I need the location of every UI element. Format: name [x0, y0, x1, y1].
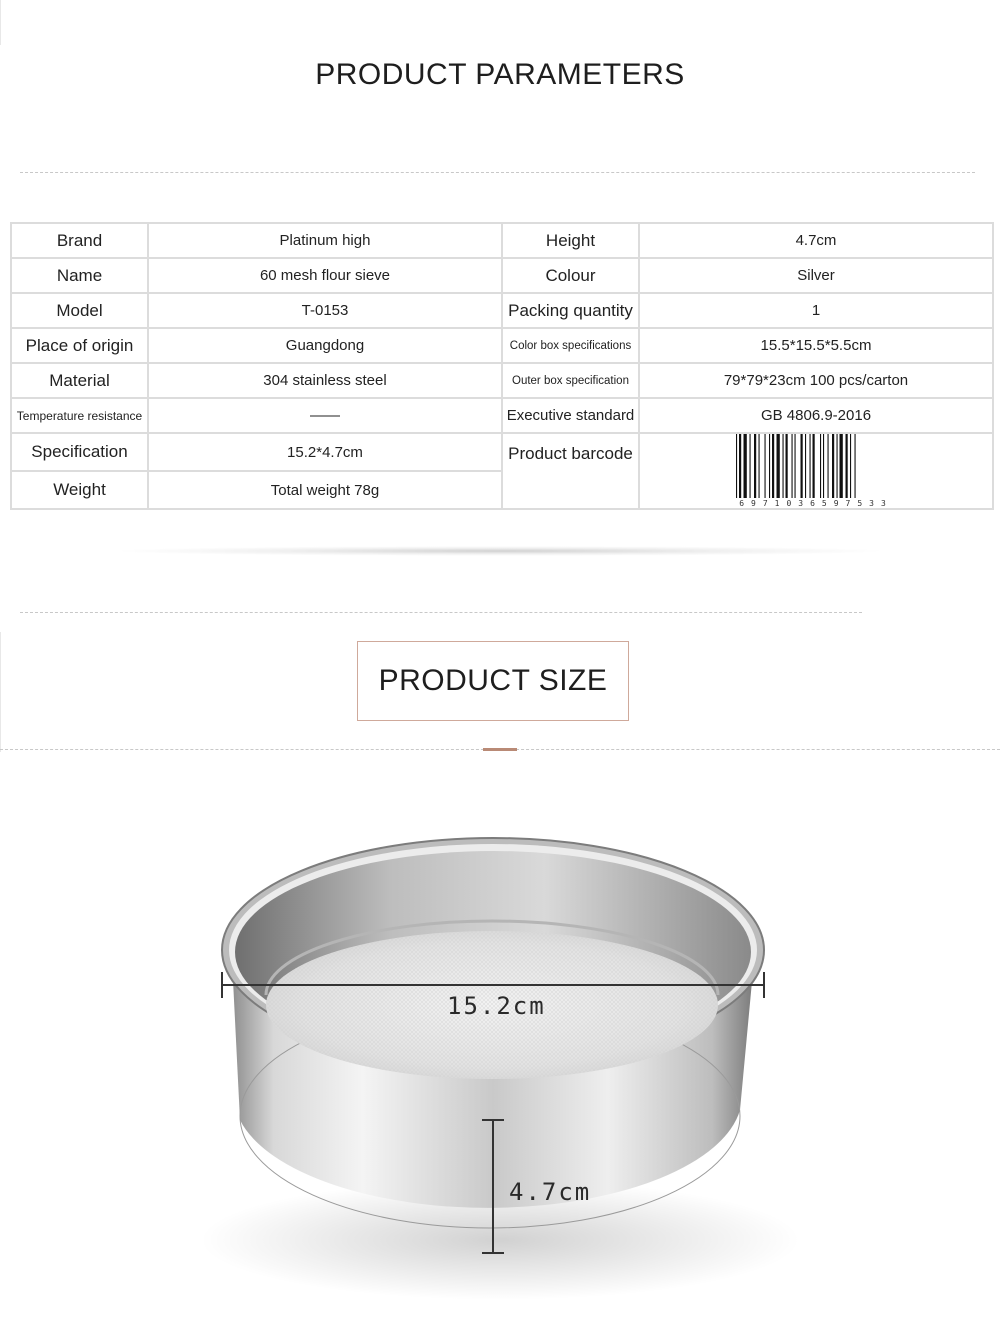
barcode-icon: [726, 434, 906, 508]
barcode-bar: [777, 434, 780, 498]
barcode-bar: [759, 434, 760, 498]
barcode-bar: [792, 434, 793, 498]
param-label: Executive standard: [502, 398, 639, 433]
param-label: Colour: [502, 258, 639, 293]
sieve-product-image: [0, 800, 1000, 1327]
param-label: Name: [11, 258, 148, 293]
barcode-bar: [783, 434, 784, 498]
section-title-parameters: PRODUCT PARAMETERS: [315, 58, 685, 91]
barcode-bar: [754, 434, 756, 498]
barcode-bar: [846, 434, 848, 498]
param-label: Weight: [11, 471, 148, 509]
barcode-bar: [828, 434, 829, 498]
barcode-bar: [813, 434, 815, 498]
accent-bar: [483, 748, 517, 751]
left-edge-line: [0, 0, 1, 45]
barcode-number: 6971036597533: [739, 499, 893, 508]
param-label: Product barcode: [502, 433, 639, 509]
shadow-divider: [110, 546, 890, 556]
barcode-bar: [786, 434, 788, 498]
param-value: 15.5*15.5*5.5cm: [639, 328, 993, 363]
table-row: [11, 363, 993, 398]
param-label: Material: [11, 363, 148, 398]
table-row: [11, 223, 993, 258]
barcode-bar: [765, 434, 766, 498]
param-label: Color box specifications: [502, 328, 639, 363]
param-label: Outer box specification: [502, 363, 639, 398]
param-value: Guangdong: [148, 328, 502, 363]
param-value: 60 mesh flour sieve: [148, 258, 502, 293]
param-value: 4.7cm: [639, 223, 993, 258]
barcode-bar: [801, 434, 803, 498]
param-label: Brand: [11, 223, 148, 258]
param-value: Silver: [639, 258, 993, 293]
section-title-size: [357, 641, 629, 721]
param-label: Temperature resistance: [11, 398, 148, 433]
table-row: [11, 293, 993, 328]
table-row: [11, 433, 993, 471]
barcode-bar: [855, 434, 856, 498]
param-value: 304 stainless steel: [148, 363, 502, 398]
barcode-bar: [823, 434, 824, 498]
barcode-bar: [832, 434, 834, 498]
param-value: GB 4806.9-2016: [639, 398, 993, 433]
barcode-bar: [805, 434, 806, 498]
barcode-bar: [769, 434, 770, 498]
param-value: T-0153: [148, 293, 502, 328]
table-row: [11, 398, 993, 433]
barcode-bar: [772, 434, 774, 498]
param-value: Total weight 78g: [148, 471, 502, 509]
param-label: Place of origin: [11, 328, 148, 363]
barcode-bar: [840, 434, 843, 498]
param-label: Model: [11, 293, 148, 328]
table-row: [11, 258, 993, 293]
barcode-bar: [750, 434, 751, 498]
barcode-cell: [639, 433, 993, 509]
divider: [20, 612, 862, 613]
barcode-bar: [810, 434, 811, 498]
section-title-size-text: PRODUCT SIZE: [378, 664, 608, 697]
param-value: 1: [639, 293, 993, 328]
barcode-bar: [739, 434, 741, 498]
barcode-bar: [837, 434, 838, 498]
barcode-bar: [820, 434, 821, 498]
param-value: 15.2*4.7cm: [148, 433, 502, 471]
barcode-bar: [744, 434, 747, 498]
barcode-bar: [736, 434, 737, 498]
param-label: Height: [502, 223, 639, 258]
parameters-table: [10, 222, 994, 510]
table-row: [11, 328, 993, 363]
param-label: Specification: [11, 433, 148, 471]
barcode-bars: [734, 434, 898, 498]
barcode-bar: [795, 434, 796, 498]
left-edge-line: [0, 632, 1, 752]
diameter-label: 15.2cm: [447, 992, 546, 1020]
param-value: Platinum high: [148, 223, 502, 258]
param-value: ——: [148, 398, 502, 433]
barcode-bar: [850, 434, 851, 498]
height-label: 4.7cm: [509, 1178, 592, 1206]
param-label: Packing quantity: [502, 293, 639, 328]
divider: [20, 172, 975, 173]
param-value: 79*79*23cm 100 pcs/carton: [639, 363, 993, 398]
